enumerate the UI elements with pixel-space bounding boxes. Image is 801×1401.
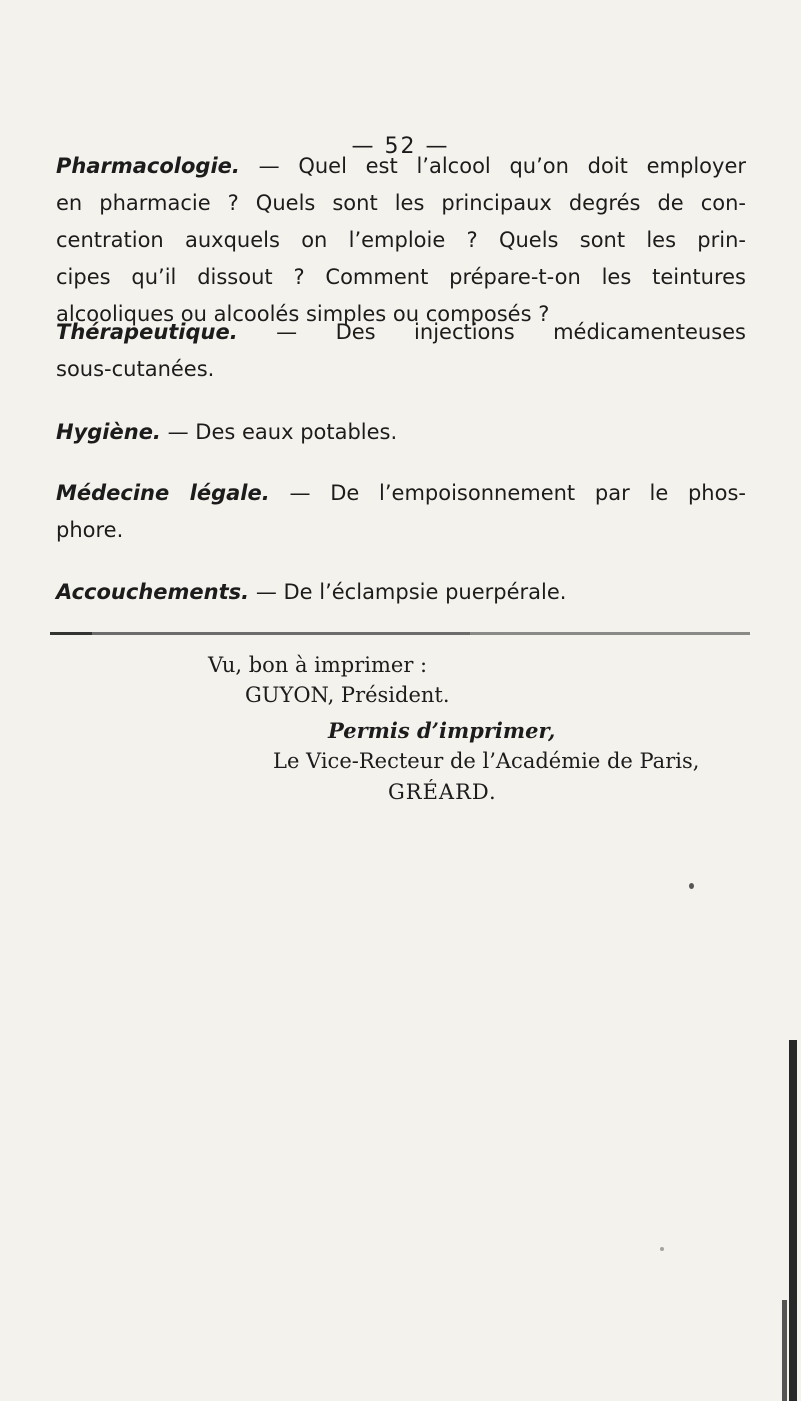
section-medecine-legale [56, 475, 746, 549]
approval-signatory: GRÉARD. [388, 780, 497, 804]
section-term: Médecine légale. [56, 481, 270, 505]
page-edge-mark [782, 1300, 787, 1401]
section-line: cipes qu’il dissout ? Comment prépare-t-on les teintures [56, 265, 746, 289]
section-line: phore. [56, 518, 124, 542]
section-accouchements [56, 574, 746, 611]
section-line: en pharmacie ? Quels sont les principaux degrés de con- [56, 191, 746, 215]
section-line: — Des injections médicamenteuses [276, 320, 746, 344]
section-line: sous-cutanées. [56, 357, 215, 381]
approval-permis: Permis d’imprimer, [328, 718, 556, 743]
section-term: Accouchements. [56, 580, 250, 604]
section-therapeutique [56, 314, 746, 388]
section-pharmacologie [56, 148, 746, 333]
approval-vice-recteur: Le Vice-Recteur de l’Académie de Paris, [273, 749, 700, 773]
approval-vu: Vu, bon à imprimer : [208, 653, 428, 677]
section-hygiene [56, 414, 746, 451]
horizontal-rule [50, 632, 750, 635]
section-line: alcooliques ou alcoolés simples ou composés ? [56, 302, 550, 326]
paper-speck [689, 883, 694, 889]
section-line: centration auxquels on l’emploie ? Quels sont les prin- [56, 228, 746, 252]
section-term: Thérapeutique. [56, 320, 238, 344]
section-line: — Des eaux potables. [167, 420, 398, 444]
page-edge-mark [789, 1040, 797, 1401]
section-term: Pharmacologie. [56, 154, 240, 178]
approval-president: GUYON, Président. [245, 683, 450, 707]
section-line: — De l’empoisonnement par le phos- [289, 481, 746, 505]
paper-speck [660, 1247, 664, 1251]
section-term: Hygiène. [56, 420, 161, 444]
section-line: — Quel est l’alcool qu’on doit employer [258, 154, 746, 178]
page-number: — 52 — [351, 134, 450, 159]
section-line: — De l’éclampsie puerpérale. [255, 580, 567, 604]
